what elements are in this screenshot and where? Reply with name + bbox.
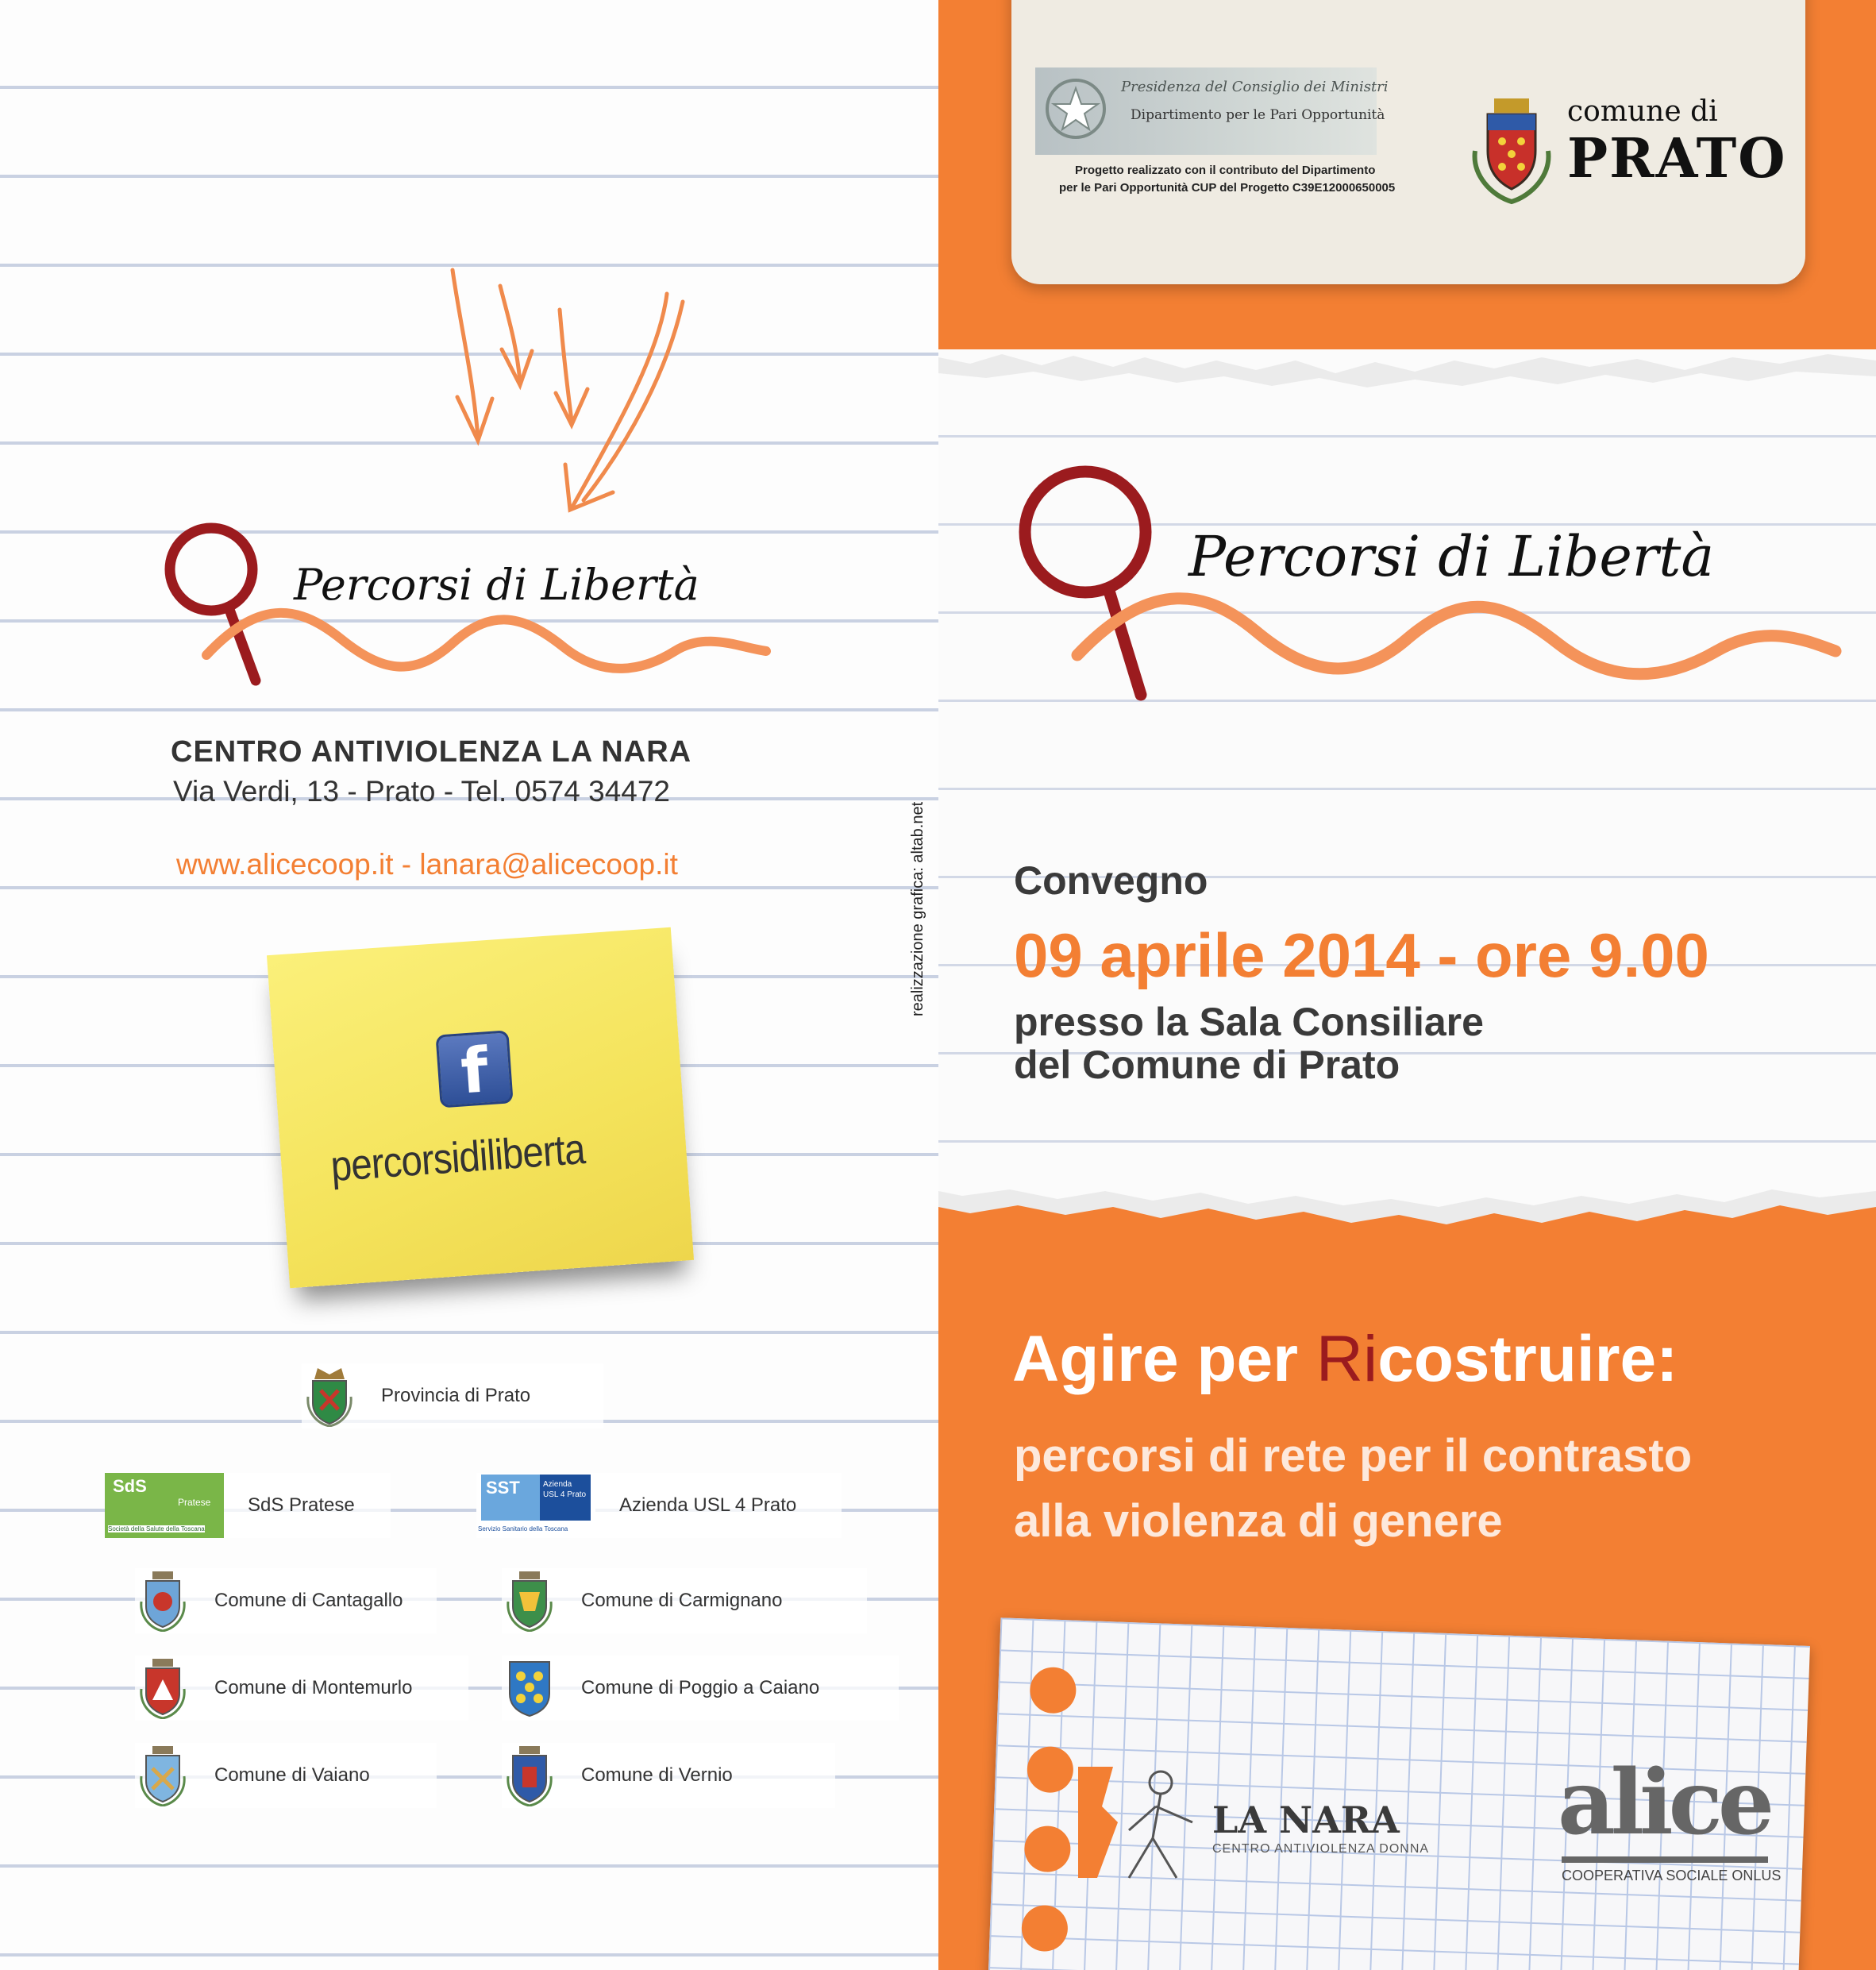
sponsor-comune-vaiano: [135, 1743, 437, 1808]
italian-emblem-icon: [1040, 72, 1111, 148]
sponsor-name: Azienda USL 4 Prato: [619, 1494, 797, 1516]
alice-logo-text: alice: [1558, 1751, 1770, 1855]
montemurlo-crest-icon: [135, 1657, 191, 1719]
sds-logo-caption: Società della Salute della Toscana: [108, 1525, 205, 1532]
sponsor-sds-pratese: [105, 1473, 391, 1538]
presidency-note-1: Progetto realizzato con il contributo del Dipartimento: [1075, 164, 1376, 177]
cantagallo-crest-icon: [135, 1570, 191, 1632]
graphic-credit: realizzazione grafica: altab.net: [909, 801, 926, 1016]
title-highlight-ri: Ri: [1316, 1323, 1378, 1395]
sds-logo-icon: [105, 1473, 224, 1538]
sponsor-name: Comune di Montemurlo: [214, 1677, 413, 1698]
sponsor-usl-prato: [476, 1473, 842, 1538]
sponsor-name: Comune di Vaiano: [214, 1764, 370, 1786]
sponsor-name: Comune di Cantagallo: [214, 1590, 403, 1611]
sponsor-comune-cantagallo: [135, 1568, 437, 1633]
event-venue-1: presso la Sala Consiliare: [1014, 1000, 1484, 1044]
presidency-line2: Dipartimento per le Pari Opportunità: [1131, 107, 1385, 123]
logo-text: Percorsi di Libertà: [294, 560, 699, 610]
usl-logo-sub: Azienda USL 4 Prato: [543, 1480, 587, 1499]
sponsor-comune-poggio: [502, 1656, 899, 1721]
lanara-logo-icon: [1073, 1759, 1200, 1886]
sponsor-name: Comune di Carmignano: [581, 1590, 783, 1611]
facebook-icon[interactable]: f: [435, 1030, 513, 1108]
poggio-crest-icon: [502, 1657, 557, 1719]
sponsor-name: SdS Pratese: [248, 1494, 355, 1516]
usl-logo-icon: [476, 1473, 595, 1538]
contact-links[interactable]: www.alicecoop.it - lanara@alicecoop.it: [176, 848, 678, 881]
prato-label: PRATO: [1567, 127, 1787, 191]
lanara-name: LA NARA: [1212, 1798, 1400, 1841]
alice-subtitle: COOPERATIVA SOCIALE ONLUS: [1562, 1868, 1782, 1883]
sponsor-logos-card: [1011, 0, 1805, 284]
sponsor-comune-vernio: [502, 1743, 835, 1808]
center-address: Via Verdi, 13 - Prato - Tel. 0574 34472: [173, 775, 671, 808]
torn-edge-top: [938, 326, 1876, 413]
facebook-sticky-note: [267, 927, 694, 1289]
usl-logo-text: SST: [486, 1478, 520, 1498]
subtitle-line-2: alla violenza di genere: [1014, 1495, 1503, 1547]
logo-text: Percorsi di Libertà: [1188, 524, 1715, 589]
front-cover-panel: [938, 0, 1876, 1970]
sponsor-name: Provincia di Prato: [381, 1385, 531, 1406]
carmignano-crest-icon: [502, 1570, 557, 1632]
sponsor-name: Comune di Poggio a Caiano: [581, 1677, 820, 1698]
title-part-1: Agire per: [1012, 1323, 1316, 1395]
percorsi-logo-icon: [151, 520, 786, 703]
lanara-subtitle: CENTRO ANTIVIOLENZA DONNA: [1212, 1842, 1430, 1856]
presidency-logo: [1035, 67, 1389, 155]
sponsor-provincia-prato: [302, 1363, 603, 1428]
presidency-line1: Presidenza del Consiglio dei Ministri: [1121, 79, 1389, 95]
event-type: Convegno: [1014, 858, 1208, 903]
sds-logo-text: SdS: [113, 1476, 147, 1496]
percorsi-logo-icon: [1002, 465, 1875, 727]
title-part-2: costruire:: [1377, 1323, 1678, 1395]
sponsor-name: Comune di Vernio: [581, 1764, 733, 1786]
prato-crest-icon: [1464, 95, 1559, 206]
presidency-note-2: per le Pari Opportunità CUP del Progetto C39E12000650005: [1059, 181, 1396, 195]
alice-underline: [1562, 1856, 1768, 1863]
sponsor-comune-montemurlo: [135, 1656, 468, 1721]
event-venue-2: del Comune di Prato: [1014, 1043, 1400, 1087]
torn-edge-bottom: [938, 1167, 1876, 1255]
vaiano-crest-icon: [135, 1744, 191, 1806]
usl-logo-caption: Servizio Sanitario della Toscana: [478, 1525, 568, 1532]
provincia-crest-icon: [302, 1365, 357, 1427]
comune-di-label: comune di: [1567, 95, 1718, 128]
main-title: [1012, 1322, 1678, 1397]
sds-logo-sub: Pratese: [178, 1497, 211, 1508]
event-datetime: 09 aprile 2014 - ore 9.00: [1014, 920, 1709, 990]
sponsor-comune-carmignano: [502, 1568, 867, 1633]
facebook-page-name[interactable]: percorsidiliberta: [329, 1125, 587, 1191]
subtitle-line-1: percorsi di rete per il contrasto: [1014, 1430, 1693, 1482]
vernio-crest-icon: [502, 1744, 557, 1806]
center-name: CENTRO ANTIVIOLENZA LA NARA: [171, 735, 692, 769]
scribble-arrows-icon: [429, 262, 691, 516]
